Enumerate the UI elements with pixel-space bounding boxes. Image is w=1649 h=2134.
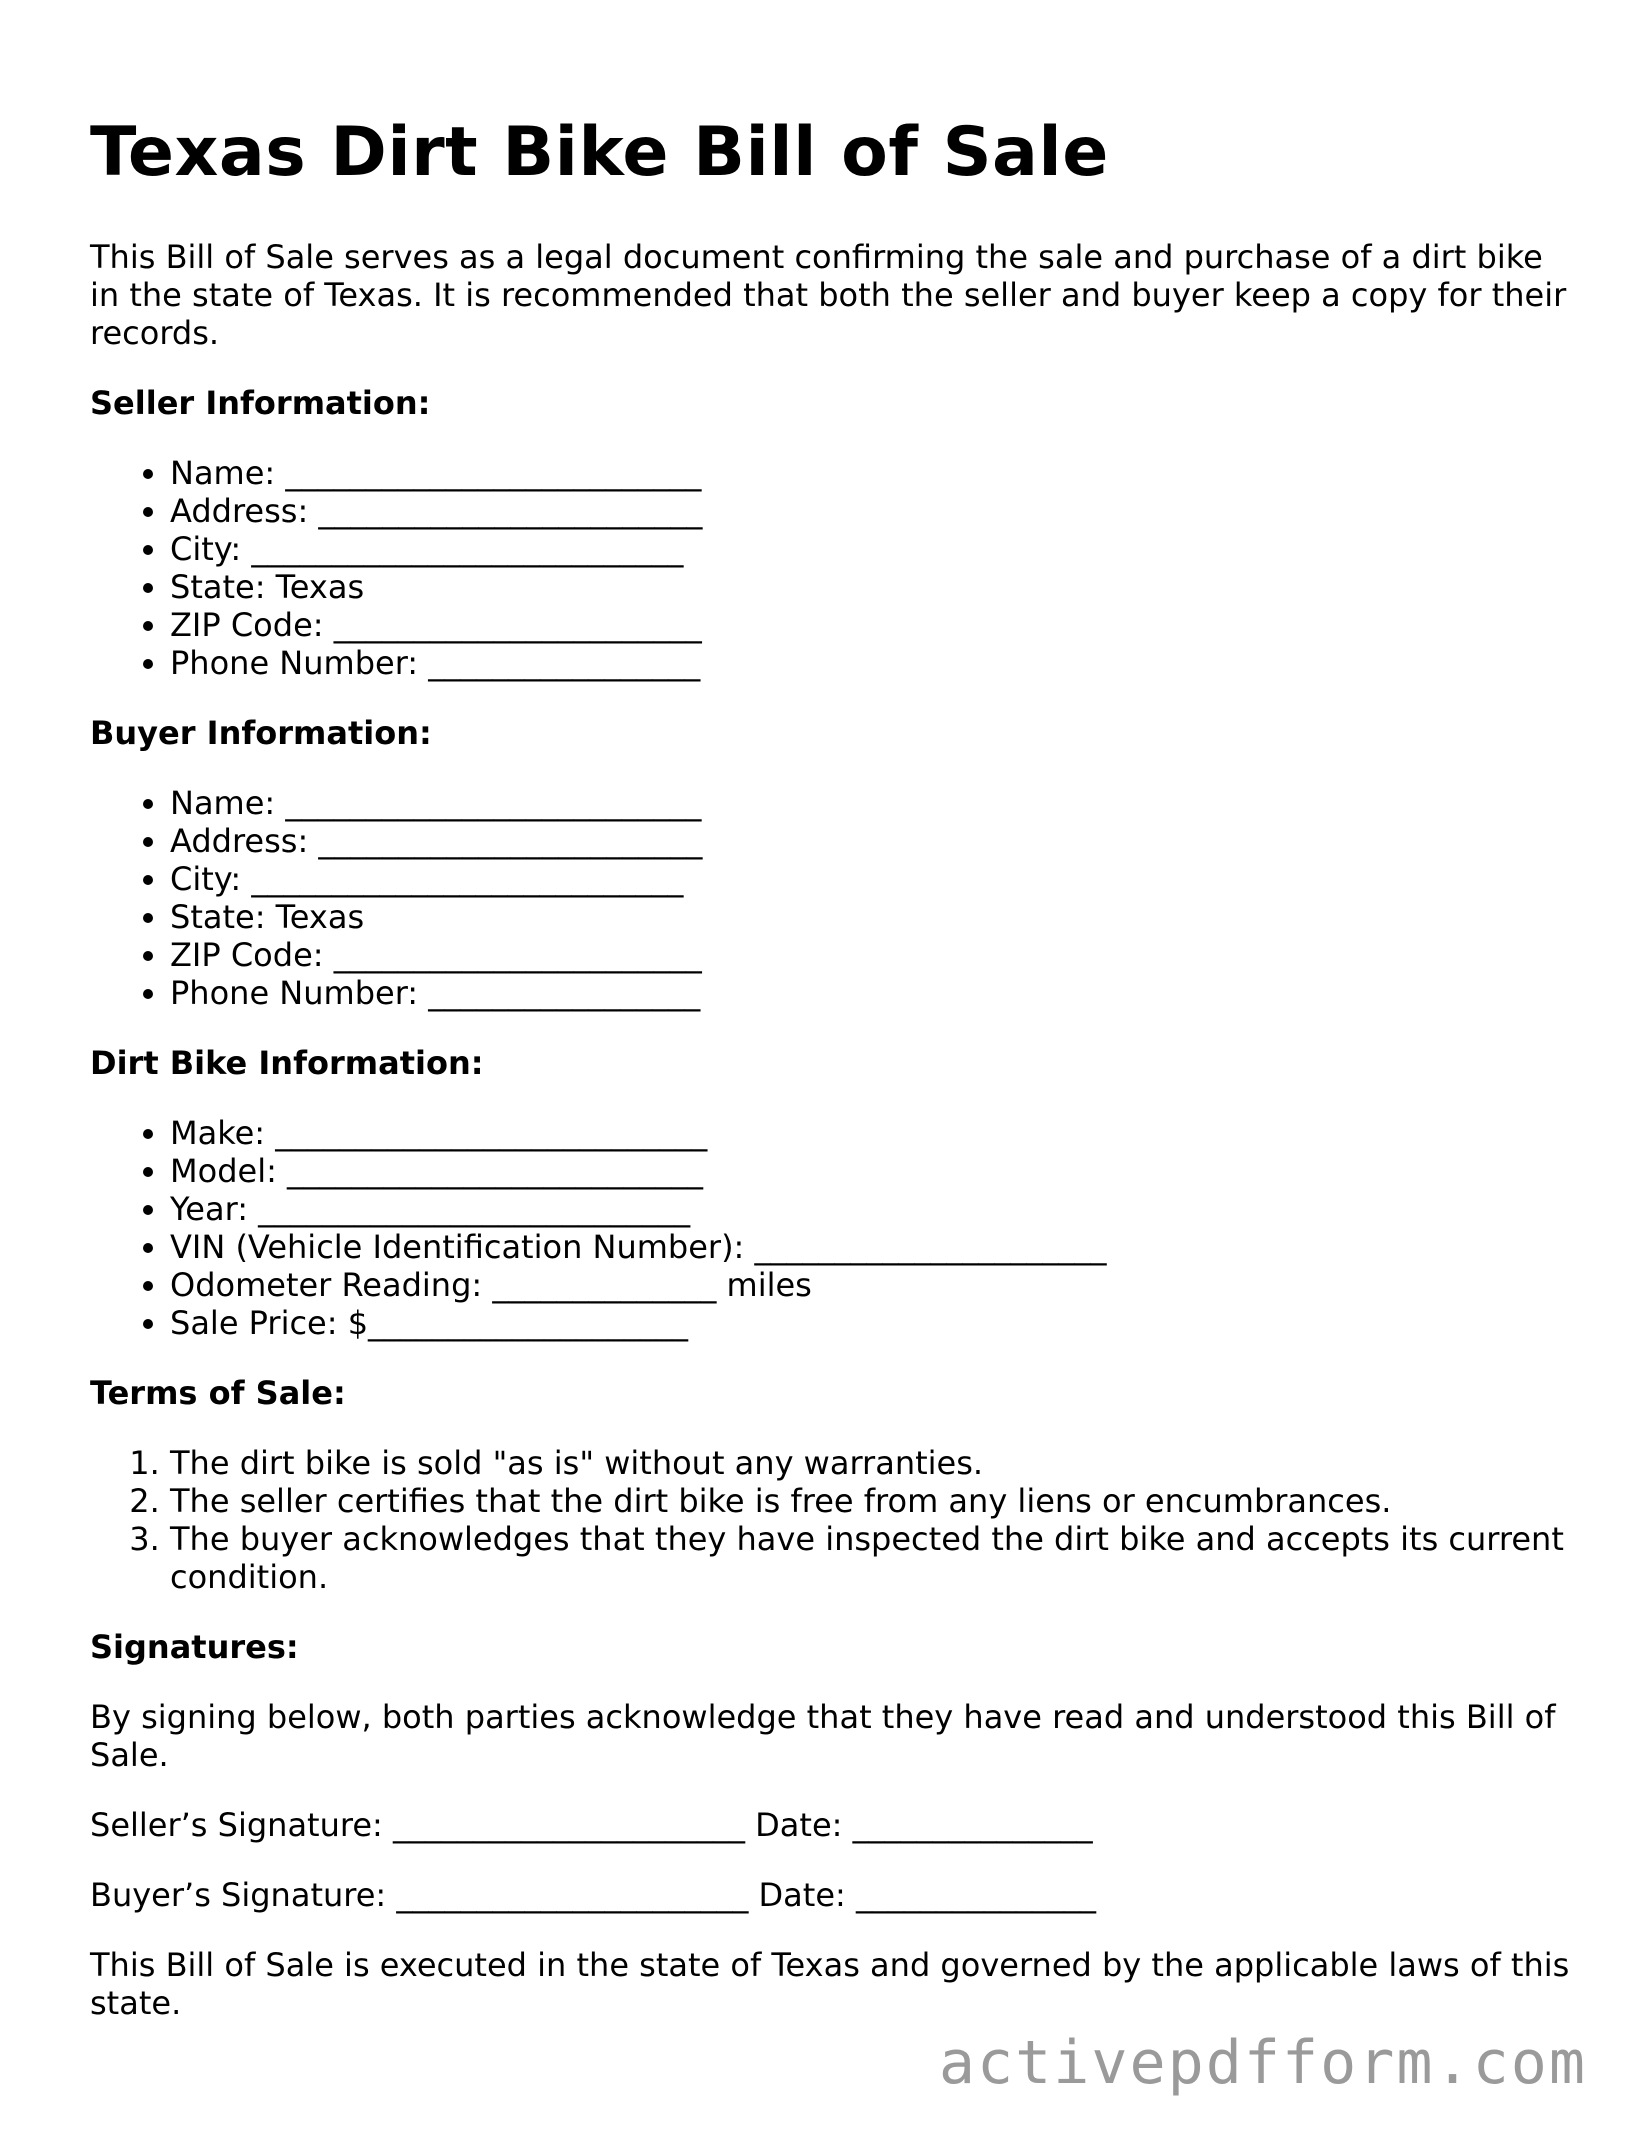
seller-state-field: • State: Texas	[170, 568, 1570, 606]
page-title: Texas Dirt Bike Bill of Sale	[90, 113, 1109, 192]
seller-signature-line: Seller’s Signature: ______________________ Date: _______________	[90, 1805, 1093, 1844]
bike-year-field: • Year: ___________________________	[170, 1190, 1570, 1228]
bike-heading: Dirt Bike Information:	[90, 1043, 484, 1082]
buyer-name-field: • Name: __________________________	[170, 784, 1570, 822]
seller-list	[90, 454, 1570, 682]
document-page	[90, 112, 1570, 2054]
bike-vin-field: • VIN (Vehicle Identification Number): ______________________	[170, 1228, 1570, 1266]
intro-paragraph: This Bill of Sale serves as a legal document confirming the sale and purchase of a dirt bike in the state of Texas. It is recommended that both the seller and buyer keep a copy for their records.	[90, 237, 1567, 352]
seller-city-field: • City: ___________________________	[170, 530, 1570, 568]
signatures-heading: Signatures:	[90, 1627, 299, 1666]
terms-item: 2. The seller certifies that the dirt bike is free from any liens or encumbrances.	[170, 1482, 1570, 1520]
bike-make-field: • Make: ___________________________	[170, 1114, 1570, 1152]
signatures-statement: By signing below, both parties acknowledge that they have read and understood this Bill of Sale.	[90, 1697, 1556, 1774]
buyer-list	[90, 784, 1570, 1012]
seller-phone-field: • Phone Number: _________________	[170, 644, 1570, 682]
buyer-address-field: • Address: ________________________	[170, 822, 1570, 860]
bike-model-field: • Model: __________________________	[170, 1152, 1570, 1190]
closing-statement: This Bill of Sale is executed in the state of Texas and governed by the applicable laws of this state.	[90, 1945, 1570, 2022]
buyer-city-field: • City: ___________________________	[170, 860, 1570, 898]
seller-heading: Seller Information:	[90, 383, 431, 422]
buyer-phone-field: • Phone Number: _________________	[170, 974, 1570, 1012]
terms-item: 1. The dirt bike is sold "as is" without any warranties.	[170, 1444, 1570, 1482]
seller-address-field: • Address: ________________________	[170, 492, 1570, 530]
seller-zip-field: • ZIP Code: _______________________	[170, 606, 1570, 644]
buyer-signature-line: Buyer’s Signature: ______________________ Date: _______________	[90, 1875, 1096, 1914]
seller-name-field: • Name: __________________________	[170, 454, 1570, 492]
watermark: activepdfform.com	[938, 2028, 1587, 2098]
terms-list	[90, 1444, 1570, 1596]
bike-list	[90, 1114, 1570, 1342]
bike-price-field: • Sale Price: $____________________	[170, 1304, 1570, 1342]
buyer-heading: Buyer Information:	[90, 713, 432, 752]
terms-heading: Terms of Sale:	[90, 1373, 346, 1412]
buyer-zip-field: • ZIP Code: _______________________	[170, 936, 1570, 974]
bike-odometer-field: • Odometer Reading: ______________ miles	[170, 1266, 1570, 1304]
terms-item: 3. The buyer acknowledges that they have inspected the dirt bike and accepts its current condition.	[170, 1520, 1570, 1596]
buyer-state-field: • State: Texas	[170, 898, 1570, 936]
